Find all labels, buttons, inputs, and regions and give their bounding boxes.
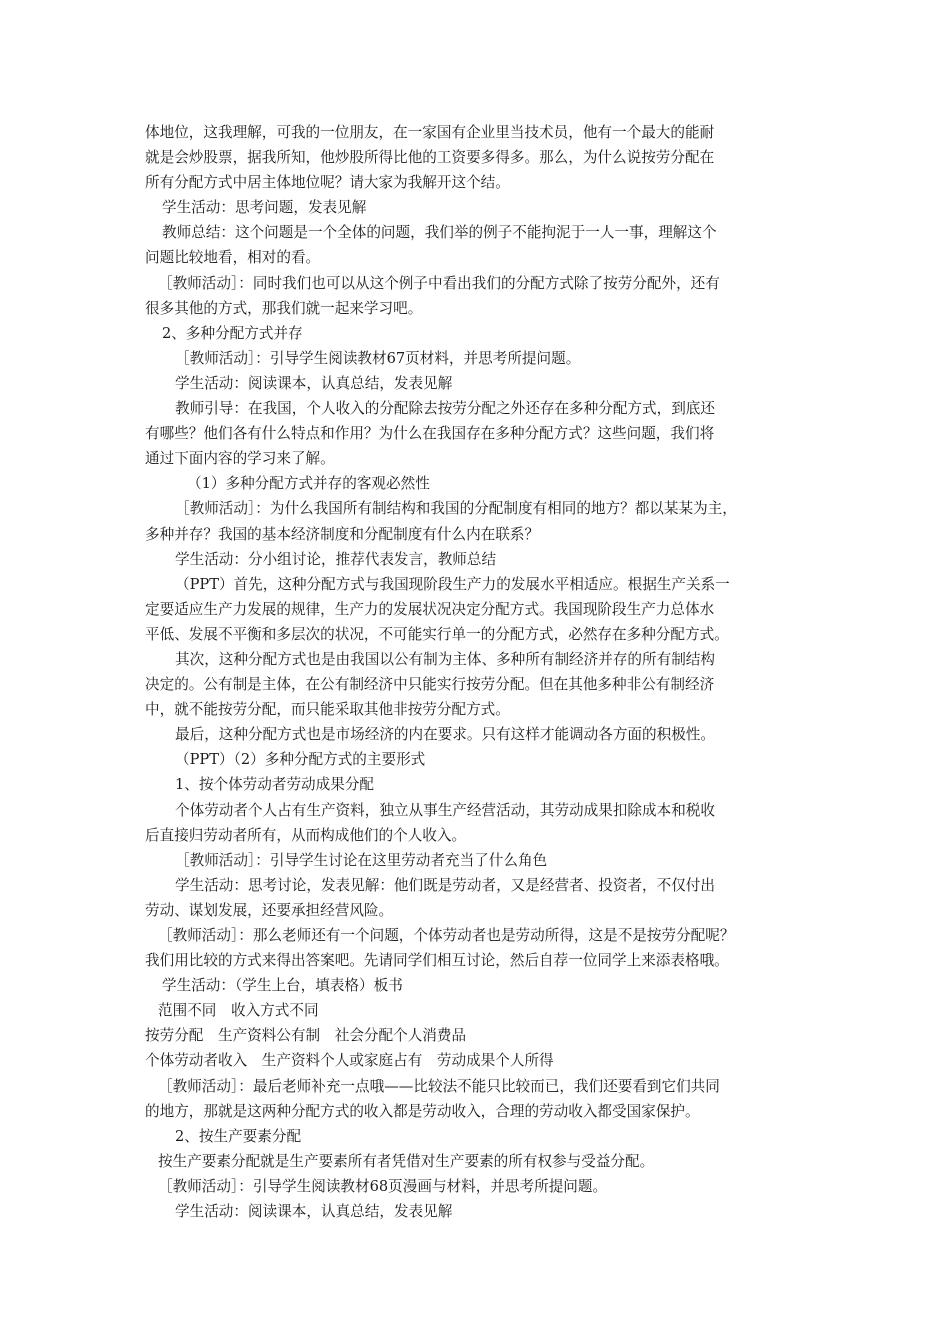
text-line: 所有分配方式中居主体地位呢？请大家为我解开这个结。 <box>145 174 510 192</box>
text-line: 学生活动：思考问题，发表见解 <box>162 199 367 217</box>
text-line: 中，就不能按劳分配，而只能采取其他非按劳分配方式。 <box>145 701 510 719</box>
text-line: 学生活动：阅读课本，认真总结，发表见解 <box>175 374 453 392</box>
text-line: ［教师活动］：引导学生阅读教材68页漫画与材料，并思考所提问题。 <box>158 1177 608 1195</box>
text-line: 最后，这种分配方式也是市场经济的内在要求。只有这样才能调动各方面的积极性。 <box>175 726 715 744</box>
text-line: （1）多种分配方式并存的客观必然性 <box>187 475 430 493</box>
text-line: ［教师活动］：最后老师补充一点哦——比较法不能只比较而已，我们还要看到它们共同 <box>158 1077 720 1095</box>
text-line: ［教师活动］：那么老师还有一个问题，个体劳动者也是劳动所得，这是不是按劳分配呢？ <box>158 927 735 944</box>
text-line: ［教师活动］：为什么我国所有制结构和我国的分配制度有相同的地方？都以某某为主， <box>175 500 737 518</box>
text-line: 个体劳动者收入 生产资料个人或家庭占有 劳动成果个人所得 <box>145 1052 554 1070</box>
text-line: 很多其他的方式，那我们就一起来学习吧。 <box>145 299 423 317</box>
text-line: 教师引导：在我国，个人收入的分配除去按劳分配之外还存在多种分配方式，到底还 <box>175 400 715 418</box>
text-line: 按生产要素分配就是生产要素所有者凭借对生产要素的所有权参与受益分配。 <box>158 1152 655 1170</box>
text-line: 教师总结：这个问题是一个全体的问题，我们举的例子不能拘泥于一人一事，理解这个 <box>162 224 717 242</box>
text-line: 学生活动：分小组讨论，推荐代表发言，教师总结 <box>175 550 497 568</box>
text-line: 就是会炒股票，据我所知，他炒股所得比他的工资要多得多。那么，为什么说按劳分配在 <box>145 149 715 167</box>
text-line: ［教师活动］：同时我们也可以从这个例子中看出我们的分配方式除了按劳分配外，还有 <box>158 274 720 292</box>
text-line: 体地位，这我理解，可我的一位朋友，在一家国有企业里当技术员，他有一个最大的能耐 <box>145 124 715 141</box>
text-line: （PPT）首先，这种分配方式与我国现阶段生产力的发展水平相适应。根据生产关系一 <box>175 575 730 593</box>
document-body <box>145 120 815 1224</box>
text-line: 通过下面内容的学习来了解。 <box>145 450 335 468</box>
text-line: 定要适应生产力发展的规律，生产力的发展状况决定分配方式。我国现阶段生产力总体水 <box>145 600 715 618</box>
text-line: 我们用比较的方式来得出答案吧。先请同学们相互讨论，然后自荐一位同学上来添表格哦。 <box>145 952 729 970</box>
text-line: 决定的。公有制是主体，在公有制经济中只能实行按劳分配。但在其他多种非公有制经济 <box>145 676 715 694</box>
text-line: 学生活动：阅读课本，认真总结，发表见解 <box>175 1203 453 1221</box>
text-line: 多种并存？我国的基本经济制度和分配制度有什么内在联系？ <box>145 525 540 543</box>
text-line: 范围不同 收入方式不同 <box>158 1002 319 1020</box>
text-line: 有哪些？他们各有什么特点和作用？为什么在我国存在多种分配方式？这些问题，我们将 <box>145 425 715 443</box>
text-line: 问题比较地看，相对的看。 <box>145 249 321 267</box>
text-line: 个体劳动者个人占有生产资料，独立从事生产经营活动，其劳动成果扣除成本和税收 <box>175 801 715 819</box>
text-line: 按劳分配 生产资料公有制 社会分配个人消费品 <box>145 1027 467 1045</box>
text-line: 2、多种分配方式并存 <box>162 324 303 342</box>
text-line: 后直接归劳动者所有，从而构成他们的个人收入。 <box>145 826 467 844</box>
text-line: 劳动、谋划发展，还要承担经营风险。 <box>145 901 394 919</box>
text-line: 学生活动：思考讨论，发表见解：他们既是劳动者，又是经营者、投资者，不仅付出 <box>175 876 715 894</box>
text-line: 学生活动：（学生上台，填表格）板书 <box>162 977 403 995</box>
text-line: 的地方，那就是这两种分配方式的收入都是劳动收入，合理的劳动收入都受国家保护。 <box>145 1102 700 1120</box>
text-line: 其次，这种分配方式也是由我国以公有制为主体、多种所有制经济并存的所有制结构 <box>175 650 715 668</box>
text-line: 平低、发展不平衡和多层次的状况，不可能实行单一的分配方式，必然存在多种分配方式。 <box>145 625 729 643</box>
text-line: ［教师活动］：引导学生讨论在这里劳动者充当了什么角色 <box>175 851 548 869</box>
text-line: 2、按生产要素分配 <box>175 1127 302 1145</box>
text-line: （PPT）（2）多种分配方式的主要形式 <box>175 751 426 769</box>
text-line: ［教师活动］：引导学生阅读教材67页材料，并思考所提问题。 <box>175 349 581 367</box>
text-line: 1、按个体劳动者劳动成果分配 <box>175 776 375 794</box>
